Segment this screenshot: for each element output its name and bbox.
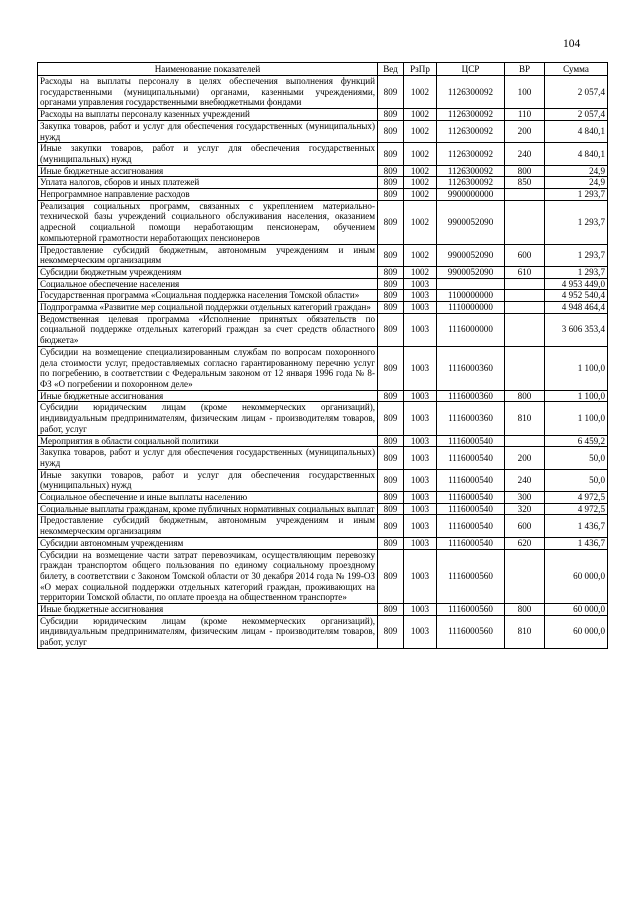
header-sum: Сумма bbox=[545, 63, 608, 76]
cell-name: Мероприятия в области социальной политики bbox=[38, 435, 378, 447]
cell-ved: 809 bbox=[378, 346, 404, 390]
cell-csr: 1126300092 bbox=[437, 177, 505, 189]
cell-csr bbox=[437, 278, 505, 290]
cell-vr: 800 bbox=[505, 165, 545, 177]
table-row bbox=[38, 537, 608, 549]
page-number: 104 bbox=[563, 38, 581, 50]
cell-rzpr: 1003 bbox=[404, 469, 437, 491]
table-row bbox=[38, 120, 608, 142]
cell-vr: 810 bbox=[505, 615, 545, 648]
cell-csr: 9900052090 bbox=[437, 266, 505, 278]
cell-vr: 810 bbox=[505, 402, 545, 435]
table-row bbox=[38, 549, 608, 604]
table-row bbox=[38, 469, 608, 491]
cell-vr bbox=[505, 200, 545, 244]
table-row bbox=[38, 615, 608, 648]
cell-name: Непрограммное направление расходов bbox=[38, 189, 378, 201]
cell-sum: 60 000,0 bbox=[545, 604, 608, 616]
cell-csr: 1126300092 bbox=[437, 120, 505, 142]
cell-rzpr: 1003 bbox=[404, 492, 437, 504]
cell-ved: 809 bbox=[378, 76, 404, 109]
cell-ved: 809 bbox=[378, 266, 404, 278]
cell-name: Предоставление субсидий бюджетным, автономным учреждениям и иным некоммерческим организациям bbox=[38, 244, 378, 266]
cell-rzpr: 1003 bbox=[404, 290, 437, 302]
table-row bbox=[38, 278, 608, 290]
header-ved: Вед bbox=[378, 63, 404, 76]
cell-rzpr: 1003 bbox=[404, 313, 437, 346]
cell-rzpr: 1002 bbox=[404, 143, 437, 165]
cell-ved: 809 bbox=[378, 177, 404, 189]
table-row bbox=[38, 165, 608, 177]
cell-ved: 809 bbox=[378, 549, 404, 604]
cell-sum: 4 840,1 bbox=[545, 120, 608, 142]
cell-rzpr: 1003 bbox=[404, 515, 437, 537]
cell-csr: 1116000540 bbox=[437, 435, 505, 447]
cell-name: Субсидии на возмещение специализированным службам по вопросам похоронного дела стоимости услуг, предоставляемых согласно гарантированному перечню услуг по погребению, в соответствии с Федеральным законом от 12 января 1996 года № 8-ФЗ «О погребении и похоронном деле» bbox=[38, 346, 378, 390]
table-row bbox=[38, 503, 608, 515]
cell-name: Субсидии бюджетным учреждениям bbox=[38, 266, 378, 278]
cell-csr: 1100000000 bbox=[437, 290, 505, 302]
cell-rzpr: 1002 bbox=[404, 189, 437, 201]
cell-sum: 24,9 bbox=[545, 177, 608, 189]
table-row bbox=[38, 290, 608, 302]
cell-csr: 1116000560 bbox=[437, 615, 505, 648]
cell-name: Закупка товаров, работ и услуг для обеспечения государственных (муниципальных) нужд bbox=[38, 447, 378, 469]
cell-name: Иные бюджетные ассигнования bbox=[38, 604, 378, 616]
cell-rzpr: 1002 bbox=[404, 165, 437, 177]
table-row bbox=[38, 390, 608, 402]
table-row bbox=[38, 402, 608, 435]
header-vr: ВР bbox=[505, 63, 545, 76]
cell-vr: 200 bbox=[505, 447, 545, 469]
cell-sum: 60 000,0 bbox=[545, 549, 608, 604]
cell-name: Расходы на выплаты персоналу в целях обеспечения выполнения функций государственными (муниципальными) органами, казенными учреждениями, органами управления государственными внебюджетными фондами bbox=[38, 76, 378, 109]
cell-vr: 800 bbox=[505, 390, 545, 402]
cell-sum: 1 293,7 bbox=[545, 266, 608, 278]
cell-vr bbox=[505, 290, 545, 302]
cell-sum: 1 100,0 bbox=[545, 346, 608, 390]
cell-vr: 800 bbox=[505, 604, 545, 616]
cell-ved: 809 bbox=[378, 143, 404, 165]
cell-name: Ведомственная целевая программа «Исполнение принятых обязательств по социальной поддержке отдельных категорий граждан за счет средств областного бюджета» bbox=[38, 313, 378, 346]
budget-table bbox=[37, 62, 608, 649]
cell-name: Государственная программа «Социальная поддержка населения Томской области» bbox=[38, 290, 378, 302]
cell-vr bbox=[505, 278, 545, 290]
cell-name: Субсидии автономным учреждениям bbox=[38, 537, 378, 549]
cell-sum: 24,9 bbox=[545, 165, 608, 177]
cell-csr: 1116000560 bbox=[437, 604, 505, 616]
header-csr: ЦСР bbox=[437, 63, 505, 76]
cell-rzpr: 1003 bbox=[404, 447, 437, 469]
cell-csr: 1116000360 bbox=[437, 390, 505, 402]
cell-ved: 809 bbox=[378, 447, 404, 469]
cell-rzpr: 1003 bbox=[404, 278, 437, 290]
cell-rzpr: 1003 bbox=[404, 549, 437, 604]
cell-vr: 200 bbox=[505, 120, 545, 142]
table-row bbox=[38, 346, 608, 390]
cell-name: Закупка товаров, работ и услуг для обеспечения государственных (муниципальных) нужд bbox=[38, 120, 378, 142]
cell-ved: 809 bbox=[378, 109, 404, 121]
cell-rzpr: 1002 bbox=[404, 200, 437, 244]
cell-name: Иные закупки товаров, работ и услуг для обеспечения государственных (муниципальных) нужд bbox=[38, 469, 378, 491]
cell-sum: 1 293,7 bbox=[545, 244, 608, 266]
cell-csr: 1116000540 bbox=[437, 492, 505, 504]
table-row bbox=[38, 515, 608, 537]
cell-sum: 1 436,7 bbox=[545, 537, 608, 549]
cell-rzpr: 1002 bbox=[404, 266, 437, 278]
cell-vr: 850 bbox=[505, 177, 545, 189]
table-row bbox=[38, 189, 608, 201]
cell-sum: 50,0 bbox=[545, 447, 608, 469]
cell-vr: 110 bbox=[505, 109, 545, 121]
cell-csr: 9900052090 bbox=[437, 244, 505, 266]
cell-rzpr: 1003 bbox=[404, 503, 437, 515]
cell-ved: 809 bbox=[378, 165, 404, 177]
cell-csr: 1116000360 bbox=[437, 402, 505, 435]
cell-csr: 1126300092 bbox=[437, 165, 505, 177]
cell-csr: 1126300092 bbox=[437, 109, 505, 121]
table-row bbox=[38, 435, 608, 447]
table-row bbox=[38, 143, 608, 165]
cell-ved: 809 bbox=[378, 120, 404, 142]
table-row bbox=[38, 447, 608, 469]
cell-sum: 4 972,5 bbox=[545, 503, 608, 515]
cell-name: Расходы на выплаты персоналу казенных учреждений bbox=[38, 109, 378, 121]
cell-name: Социальные выплаты гражданам, кроме публичных нормативных социальных выплат bbox=[38, 503, 378, 515]
cell-name: Подпрограмма «Развитие мер социальной поддержки отдельных категорий граждан» bbox=[38, 302, 378, 314]
cell-rzpr: 1002 bbox=[404, 76, 437, 109]
cell-sum: 4 948 464,4 bbox=[545, 302, 608, 314]
cell-ved: 809 bbox=[378, 302, 404, 314]
cell-ved: 809 bbox=[378, 615, 404, 648]
table-header-row bbox=[38, 63, 608, 76]
cell-rzpr: 1002 bbox=[404, 109, 437, 121]
table-row bbox=[38, 76, 608, 109]
cell-name: Иные закупки товаров, работ и услуг для обеспечения государственных (муниципальных) нужд bbox=[38, 143, 378, 165]
cell-rzpr: 1003 bbox=[404, 435, 437, 447]
cell-vr: 320 bbox=[505, 503, 545, 515]
cell-vr bbox=[505, 302, 545, 314]
cell-sum: 4 972,5 bbox=[545, 492, 608, 504]
cell-vr bbox=[505, 435, 545, 447]
cell-csr: 1116000540 bbox=[437, 503, 505, 515]
cell-rzpr: 1003 bbox=[404, 537, 437, 549]
cell-name: Социальное обеспечение и иные выплаты населению bbox=[38, 492, 378, 504]
table-row bbox=[38, 492, 608, 504]
cell-ved: 809 bbox=[378, 313, 404, 346]
table-row bbox=[38, 302, 608, 314]
table-row bbox=[38, 313, 608, 346]
cell-name: Субсидии юридическим лицам (кроме некоммерческих организаций), индивидуальным предпринимателям, физическим лицам - производителям товаров, работ, услуг bbox=[38, 402, 378, 435]
cell-sum: 4 952 540,4 bbox=[545, 290, 608, 302]
table-row bbox=[38, 109, 608, 121]
cell-ved: 809 bbox=[378, 469, 404, 491]
cell-rzpr: 1002 bbox=[404, 177, 437, 189]
cell-rzpr: 1003 bbox=[404, 615, 437, 648]
table-row bbox=[38, 177, 608, 189]
cell-ved: 809 bbox=[378, 515, 404, 537]
cell-vr: 610 bbox=[505, 266, 545, 278]
cell-rzpr: 1003 bbox=[404, 346, 437, 390]
cell-rzpr: 1003 bbox=[404, 402, 437, 435]
cell-sum: 1 293,7 bbox=[545, 200, 608, 244]
cell-ved: 809 bbox=[378, 290, 404, 302]
cell-ved: 809 bbox=[378, 200, 404, 244]
cell-sum: 2 057,4 bbox=[545, 76, 608, 109]
cell-vr: 600 bbox=[505, 515, 545, 537]
table-row bbox=[38, 604, 608, 616]
cell-ved: 809 bbox=[378, 537, 404, 549]
cell-rzpr: 1003 bbox=[404, 390, 437, 402]
cell-vr bbox=[505, 313, 545, 346]
cell-sum: 6 459,2 bbox=[545, 435, 608, 447]
cell-vr: 600 bbox=[505, 244, 545, 266]
cell-vr: 240 bbox=[505, 143, 545, 165]
cell-rzpr: 1003 bbox=[404, 604, 437, 616]
cell-vr bbox=[505, 346, 545, 390]
cell-csr: 1116000000 bbox=[437, 313, 505, 346]
table-row bbox=[38, 244, 608, 266]
cell-csr: 1116000540 bbox=[437, 515, 505, 537]
cell-ved: 809 bbox=[378, 492, 404, 504]
cell-csr: 9900000000 bbox=[437, 189, 505, 201]
cell-ved: 809 bbox=[378, 503, 404, 515]
cell-csr: 1116000540 bbox=[437, 469, 505, 491]
cell-csr: 1110000000 bbox=[437, 302, 505, 314]
cell-ved: 809 bbox=[378, 604, 404, 616]
cell-rzpr: 1003 bbox=[404, 302, 437, 314]
cell-vr: 100 bbox=[505, 76, 545, 109]
cell-vr bbox=[505, 549, 545, 604]
cell-ved: 809 bbox=[378, 189, 404, 201]
cell-csr: 1116000360 bbox=[437, 346, 505, 390]
cell-sum: 4 953 449,0 bbox=[545, 278, 608, 290]
cell-ved: 809 bbox=[378, 390, 404, 402]
cell-name: Иные бюджетные ассигнования bbox=[38, 165, 378, 177]
cell-csr: 1126300092 bbox=[437, 143, 505, 165]
cell-name: Предоставление субсидий бюджетным, автономным учреждениям и иным некоммерческим организациям bbox=[38, 515, 378, 537]
cell-rzpr: 1002 bbox=[404, 244, 437, 266]
cell-csr: 1126300092 bbox=[437, 76, 505, 109]
cell-name: Социальное обеспечение населения bbox=[38, 278, 378, 290]
cell-vr: 300 bbox=[505, 492, 545, 504]
cell-sum: 4 840,1 bbox=[545, 143, 608, 165]
cell-ved: 809 bbox=[378, 402, 404, 435]
cell-name: Субсидии на возмещение части затрат перевозчикам, осуществляющим перевозку граждан транспортом общего пользования по единому социальному проездному билету, в соответствии с Законом Томской области от 30 декабря 2014 года № 199-ОЗ «О мерах социальной поддержки отдельных категорий граждан, проживающих на территории Томской области, по оплате проезда на общественном транспорте» bbox=[38, 549, 378, 604]
cell-name: Иные бюджетные ассигнования bbox=[38, 390, 378, 402]
cell-sum: 50,0 bbox=[545, 469, 608, 491]
table-row bbox=[38, 200, 608, 244]
cell-ved: 809 bbox=[378, 244, 404, 266]
cell-csr: 1116000540 bbox=[437, 537, 505, 549]
cell-csr: 9900052090 bbox=[437, 200, 505, 244]
cell-ved: 809 bbox=[378, 435, 404, 447]
cell-name: Субсидии юридическим лицам (кроме некоммерческих организаций), индивидуальным предпринимателям, физическим лицам - производителям товаров, работ, услуг bbox=[38, 615, 378, 648]
header-name: Наименование показателей bbox=[38, 63, 378, 76]
table-row bbox=[38, 266, 608, 278]
cell-sum: 60 000,0 bbox=[545, 615, 608, 648]
cell-vr bbox=[505, 189, 545, 201]
cell-sum: 1 100,0 bbox=[545, 402, 608, 435]
cell-ved: 809 bbox=[378, 278, 404, 290]
cell-sum: 1 436,7 bbox=[545, 515, 608, 537]
cell-sum: 3 606 353,4 bbox=[545, 313, 608, 346]
cell-name: Реализация социальных программ, связанных с укреплением материально-технической базы учреждений социального обслуживания населения, оказанием адресной социальной помощи неработающим пенсионерам, обучением компьютерной грамотности неработающих пенсионеров bbox=[38, 200, 378, 244]
cell-rzpr: 1002 bbox=[404, 120, 437, 142]
cell-sum: 1 100,0 bbox=[545, 390, 608, 402]
cell-csr: 1116000560 bbox=[437, 549, 505, 604]
cell-sum: 1 293,7 bbox=[545, 189, 608, 201]
cell-sum: 2 057,4 bbox=[545, 109, 608, 121]
cell-csr: 1116000540 bbox=[437, 447, 505, 469]
cell-vr: 620 bbox=[505, 537, 545, 549]
cell-name: Уплата налогов, сборов и иных платежей bbox=[38, 177, 378, 189]
header-rzpr: РзПр bbox=[404, 63, 437, 76]
cell-vr: 240 bbox=[505, 469, 545, 491]
